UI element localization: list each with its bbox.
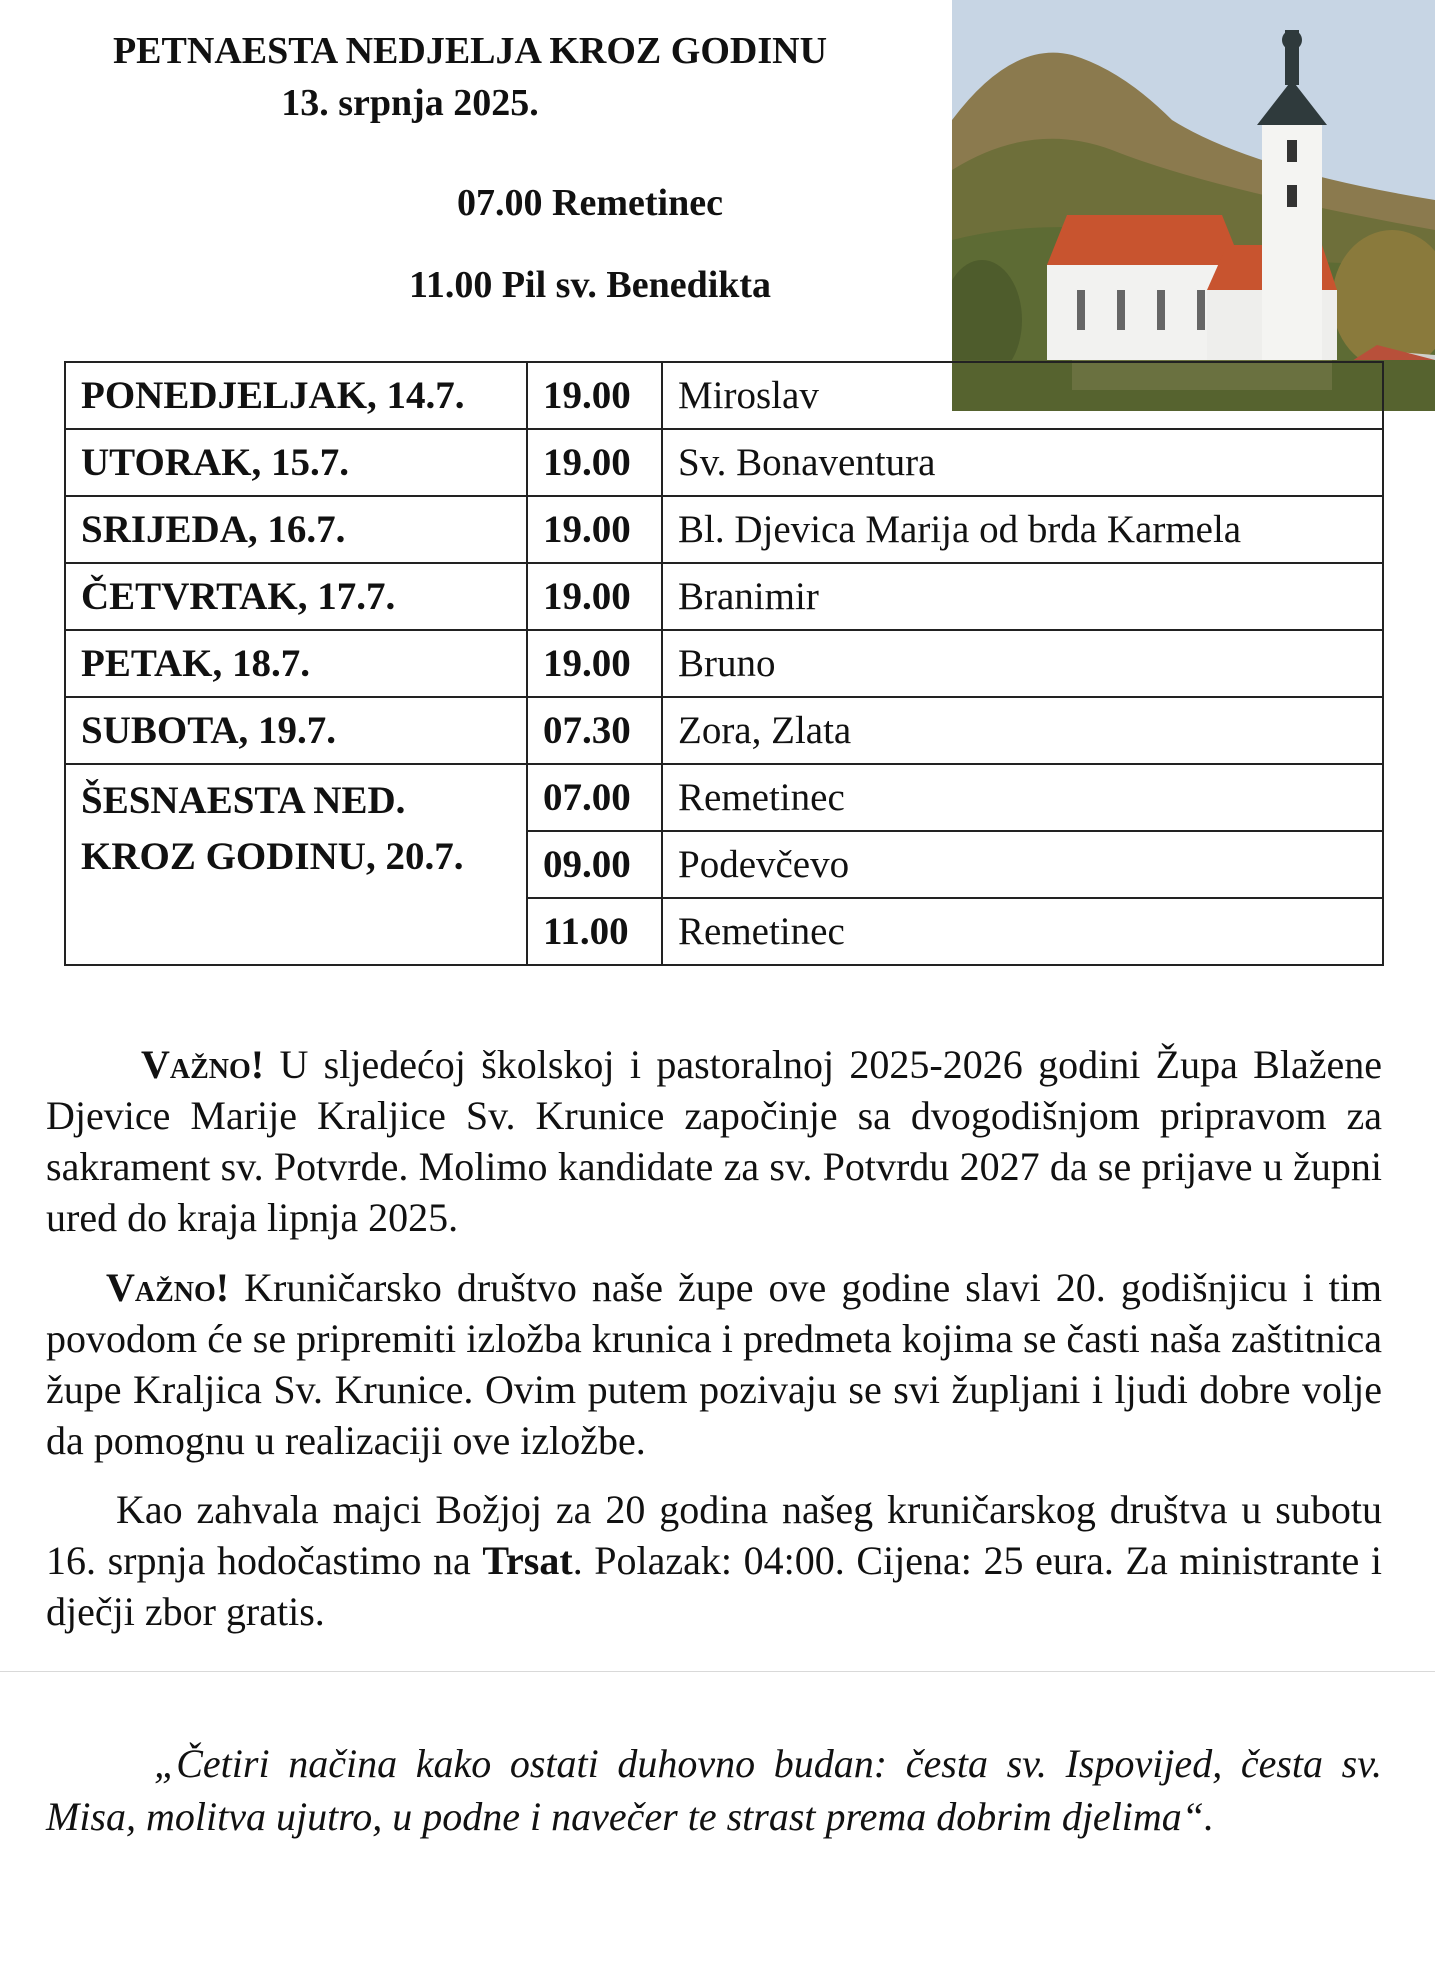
mass-time-2: 11.00 Pil sv. Benedikta xyxy=(408,264,772,306)
day-cell: SRIJEDA, 16.7. xyxy=(65,496,527,563)
notice-lead: Važno! xyxy=(141,1042,265,1087)
time-cell: 09.00 xyxy=(527,831,662,898)
intention-cell: Podevčevo xyxy=(662,831,1383,898)
intention-cell: Bl. Djevica Marija od brda Karmela xyxy=(662,496,1383,563)
pilgrimage-destination: Trsat xyxy=(482,1538,573,1583)
notice-rosary-exhibition xyxy=(46,1262,1382,1466)
notice-text: . Polazak: 04:00. Cijena: 25 eura. Za ministrante i dječji zbor gratis. xyxy=(46,1538,1383,1634)
intention-cell: Sv. Bonaventura xyxy=(662,429,1383,496)
table-row xyxy=(65,496,1383,563)
intention-cell: Zora, Zlata xyxy=(662,697,1383,764)
page-title: PETNAESTA NEDJELJA KROZ GODINU xyxy=(112,30,828,72)
table-row xyxy=(65,764,1383,831)
day-cell: PONEDJELJAK, 14.7. xyxy=(65,362,527,429)
intention-cell: Miroslav xyxy=(662,362,1383,429)
notice-lead: Važno! xyxy=(106,1265,230,1310)
mass-schedule-table xyxy=(64,361,1384,966)
notice-text: Kao zahvala majci Božjoj za 20 godina našeg kruničarskog društva u subotu 16. srpnja hodočastimo na xyxy=(46,1487,1382,1583)
time-cell: 19.00 xyxy=(527,496,662,563)
intention-cell: Remetinec xyxy=(662,898,1383,965)
time-cell: 07.00 xyxy=(527,764,662,831)
time-cell: 07.30 xyxy=(527,697,662,764)
notice-text: Kruničarsko društvo naše župe ove godine slavi 20. godišnjicu i tim povodom će se pripremiti izložba krunica i predmeta kojima se časti naša zaštitnica župe Kraljica Sv. Krunice. Ovim putem pozivaju se svi župljani i ljudi dobre volje da pomognu u realizaciji ove izložbe. xyxy=(46,1265,1382,1463)
time-cell: 19.00 xyxy=(527,630,662,697)
table-row xyxy=(65,362,1383,429)
church-photo xyxy=(952,0,1435,411)
intention-cell: Remetinec xyxy=(662,764,1383,831)
sunday-day-line-1: ŠESNAESTA NED. xyxy=(81,779,406,822)
page-date: 13. srpnja 2025. xyxy=(281,82,539,124)
sunday-day-cell xyxy=(65,764,527,965)
day-cell: SUBOTA, 19.7. xyxy=(65,697,527,764)
intention-cell: Bruno xyxy=(662,630,1383,697)
table-row xyxy=(65,630,1383,697)
closing-quote: „Četiri načina kako ostati duhovno budan: česta sv. Ispovijed, česta sv. Misa, molitva ujutro, u podne i navečer te strast prema dobrim djelima“. xyxy=(46,1741,1382,1839)
intention-cell: Branimir xyxy=(662,563,1383,630)
table-row xyxy=(65,697,1383,764)
time-cell: 19.00 xyxy=(527,429,662,496)
sunday-day-line-2: KROZ GODINU, 20.7. xyxy=(81,835,464,878)
time-cell: 19.00 xyxy=(527,563,662,630)
time-cell: 19.00 xyxy=(527,362,662,429)
mass-time-1: 07.00 Remetinec xyxy=(457,182,723,224)
notice-text: U sljedećoj školskoj i pastoralnoj 2025-2026 godini Župa Blažene Djevice Marije Kraljice Sv. Krunice započinje sa dvogodišnjom pripravom za sakrament sv. Potvrde. Molimo kandidate za sv. Potvrdu 2027 da se prijave u župni ured do kraja lipnja 2025. xyxy=(46,1042,1382,1240)
day-cell: UTORAK, 15.7. xyxy=(65,429,527,496)
divider xyxy=(0,1671,1435,1672)
day-cell: PETAK, 18.7. xyxy=(65,630,527,697)
table-row xyxy=(65,429,1383,496)
notice-confirmation xyxy=(46,1039,1382,1243)
table-row xyxy=(65,563,1383,630)
time-cell: 11.00 xyxy=(527,898,662,965)
day-cell: ČETVRTAK, 17.7. xyxy=(65,563,527,630)
notice-pilgrimage xyxy=(46,1484,1382,1637)
